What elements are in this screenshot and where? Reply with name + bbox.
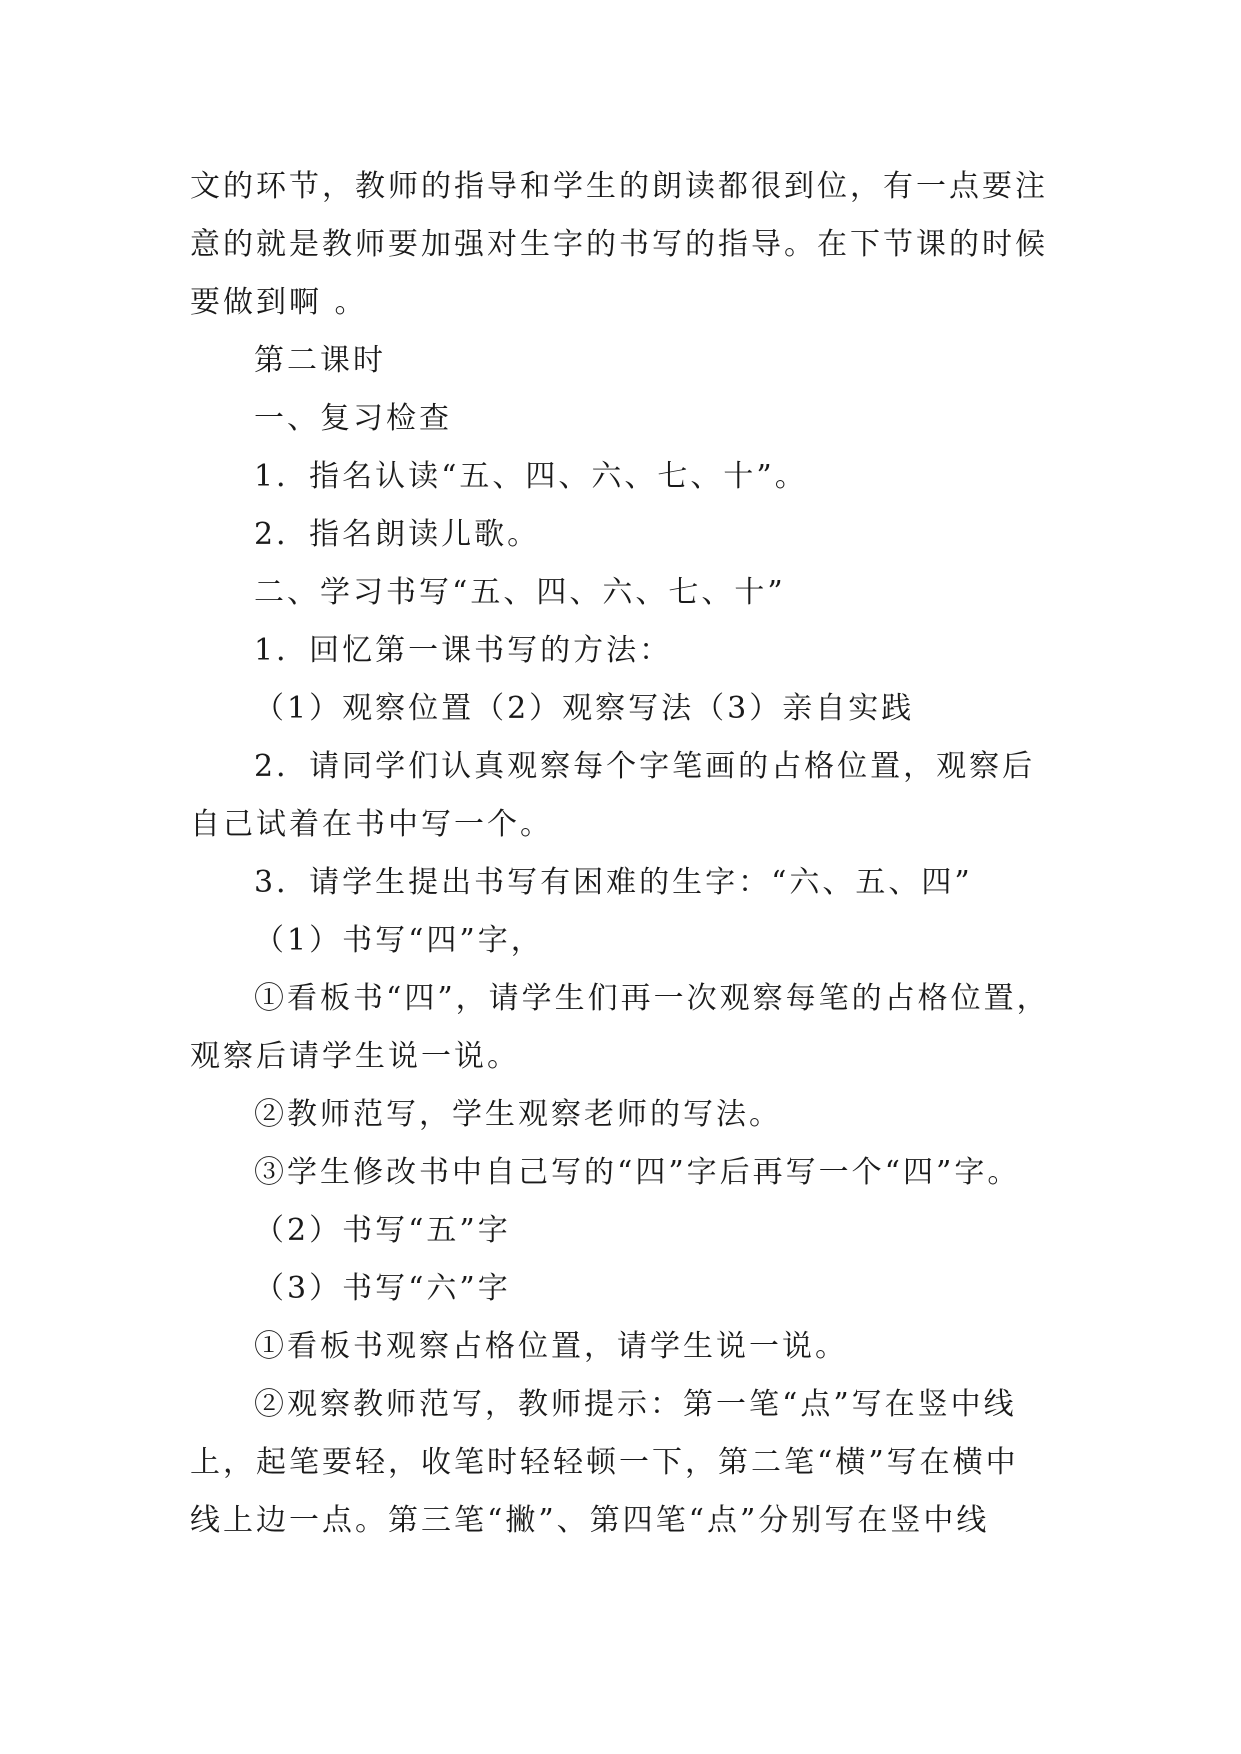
sub-list-item: （1）书写“四”字， xyxy=(254,923,544,958)
list-item: 2．指名朗读儿歌。 xyxy=(254,517,541,552)
section-heading: 第二课时 xyxy=(254,343,386,378)
section-heading: 一、复习检查 xyxy=(254,401,452,436)
paragraph-line: 线上边一点。第三笔“撇”、第四笔“点”分别写在竖中线 xyxy=(190,1503,990,1538)
list-item: 1．回忆第一课书写的方法： xyxy=(254,633,673,668)
list-item: 1．指名认读“五、四、六、七、十”。 xyxy=(254,459,808,494)
sub-list-item: （2）书写“五”字 xyxy=(254,1213,511,1248)
paragraph-line: 自己试着在书中写一个。 xyxy=(190,807,553,842)
paragraph-line: 观察后请学生说一说。 xyxy=(190,1039,520,1074)
list-item: ②教师范写，学生观察老师的写法。 xyxy=(254,1097,782,1132)
list-item: 2．请同学们认真观察每个字笔画的占格位置，观察后 xyxy=(254,749,1036,784)
list-item: ①看板书“四”，请学生们再一次观察每笔的占格位置， xyxy=(254,981,1050,1016)
paragraph-line: 要做到啊 。 xyxy=(190,285,368,320)
paragraph-line: 意的就是教师要加强对生字的书写的指导。在下节课的时候 xyxy=(190,227,1048,262)
paragraph-line: 上，起笔要轻，收笔时轻轻顿一下，第二笔“横”写在横中 xyxy=(190,1445,1019,1480)
list-item: ①看板书观察占格位置，请学生说一说。 xyxy=(254,1329,848,1364)
sub-list-item: （3）书写“六”字 xyxy=(254,1271,511,1306)
list-item: 3．请学生提出书写有困难的生字：“六、五、四” xyxy=(254,865,973,900)
sub-list-item: （1）观察位置（2）观察写法（3）亲自实践 xyxy=(254,691,915,726)
list-item: ③学生修改书中自己写的“四”字后再写一个“四”字。 xyxy=(254,1155,1021,1190)
section-heading: 二、学习书写“五、四、六、七、十” xyxy=(254,575,786,610)
paragraph-line: 文的环节，教师的指导和学生的朗读都很到位，有一点要注 xyxy=(190,169,1048,204)
list-item: ②观察教师范写，教师提示：第一笔“点”写在竖中线 xyxy=(254,1387,1017,1422)
document-body xyxy=(190,158,1050,1550)
